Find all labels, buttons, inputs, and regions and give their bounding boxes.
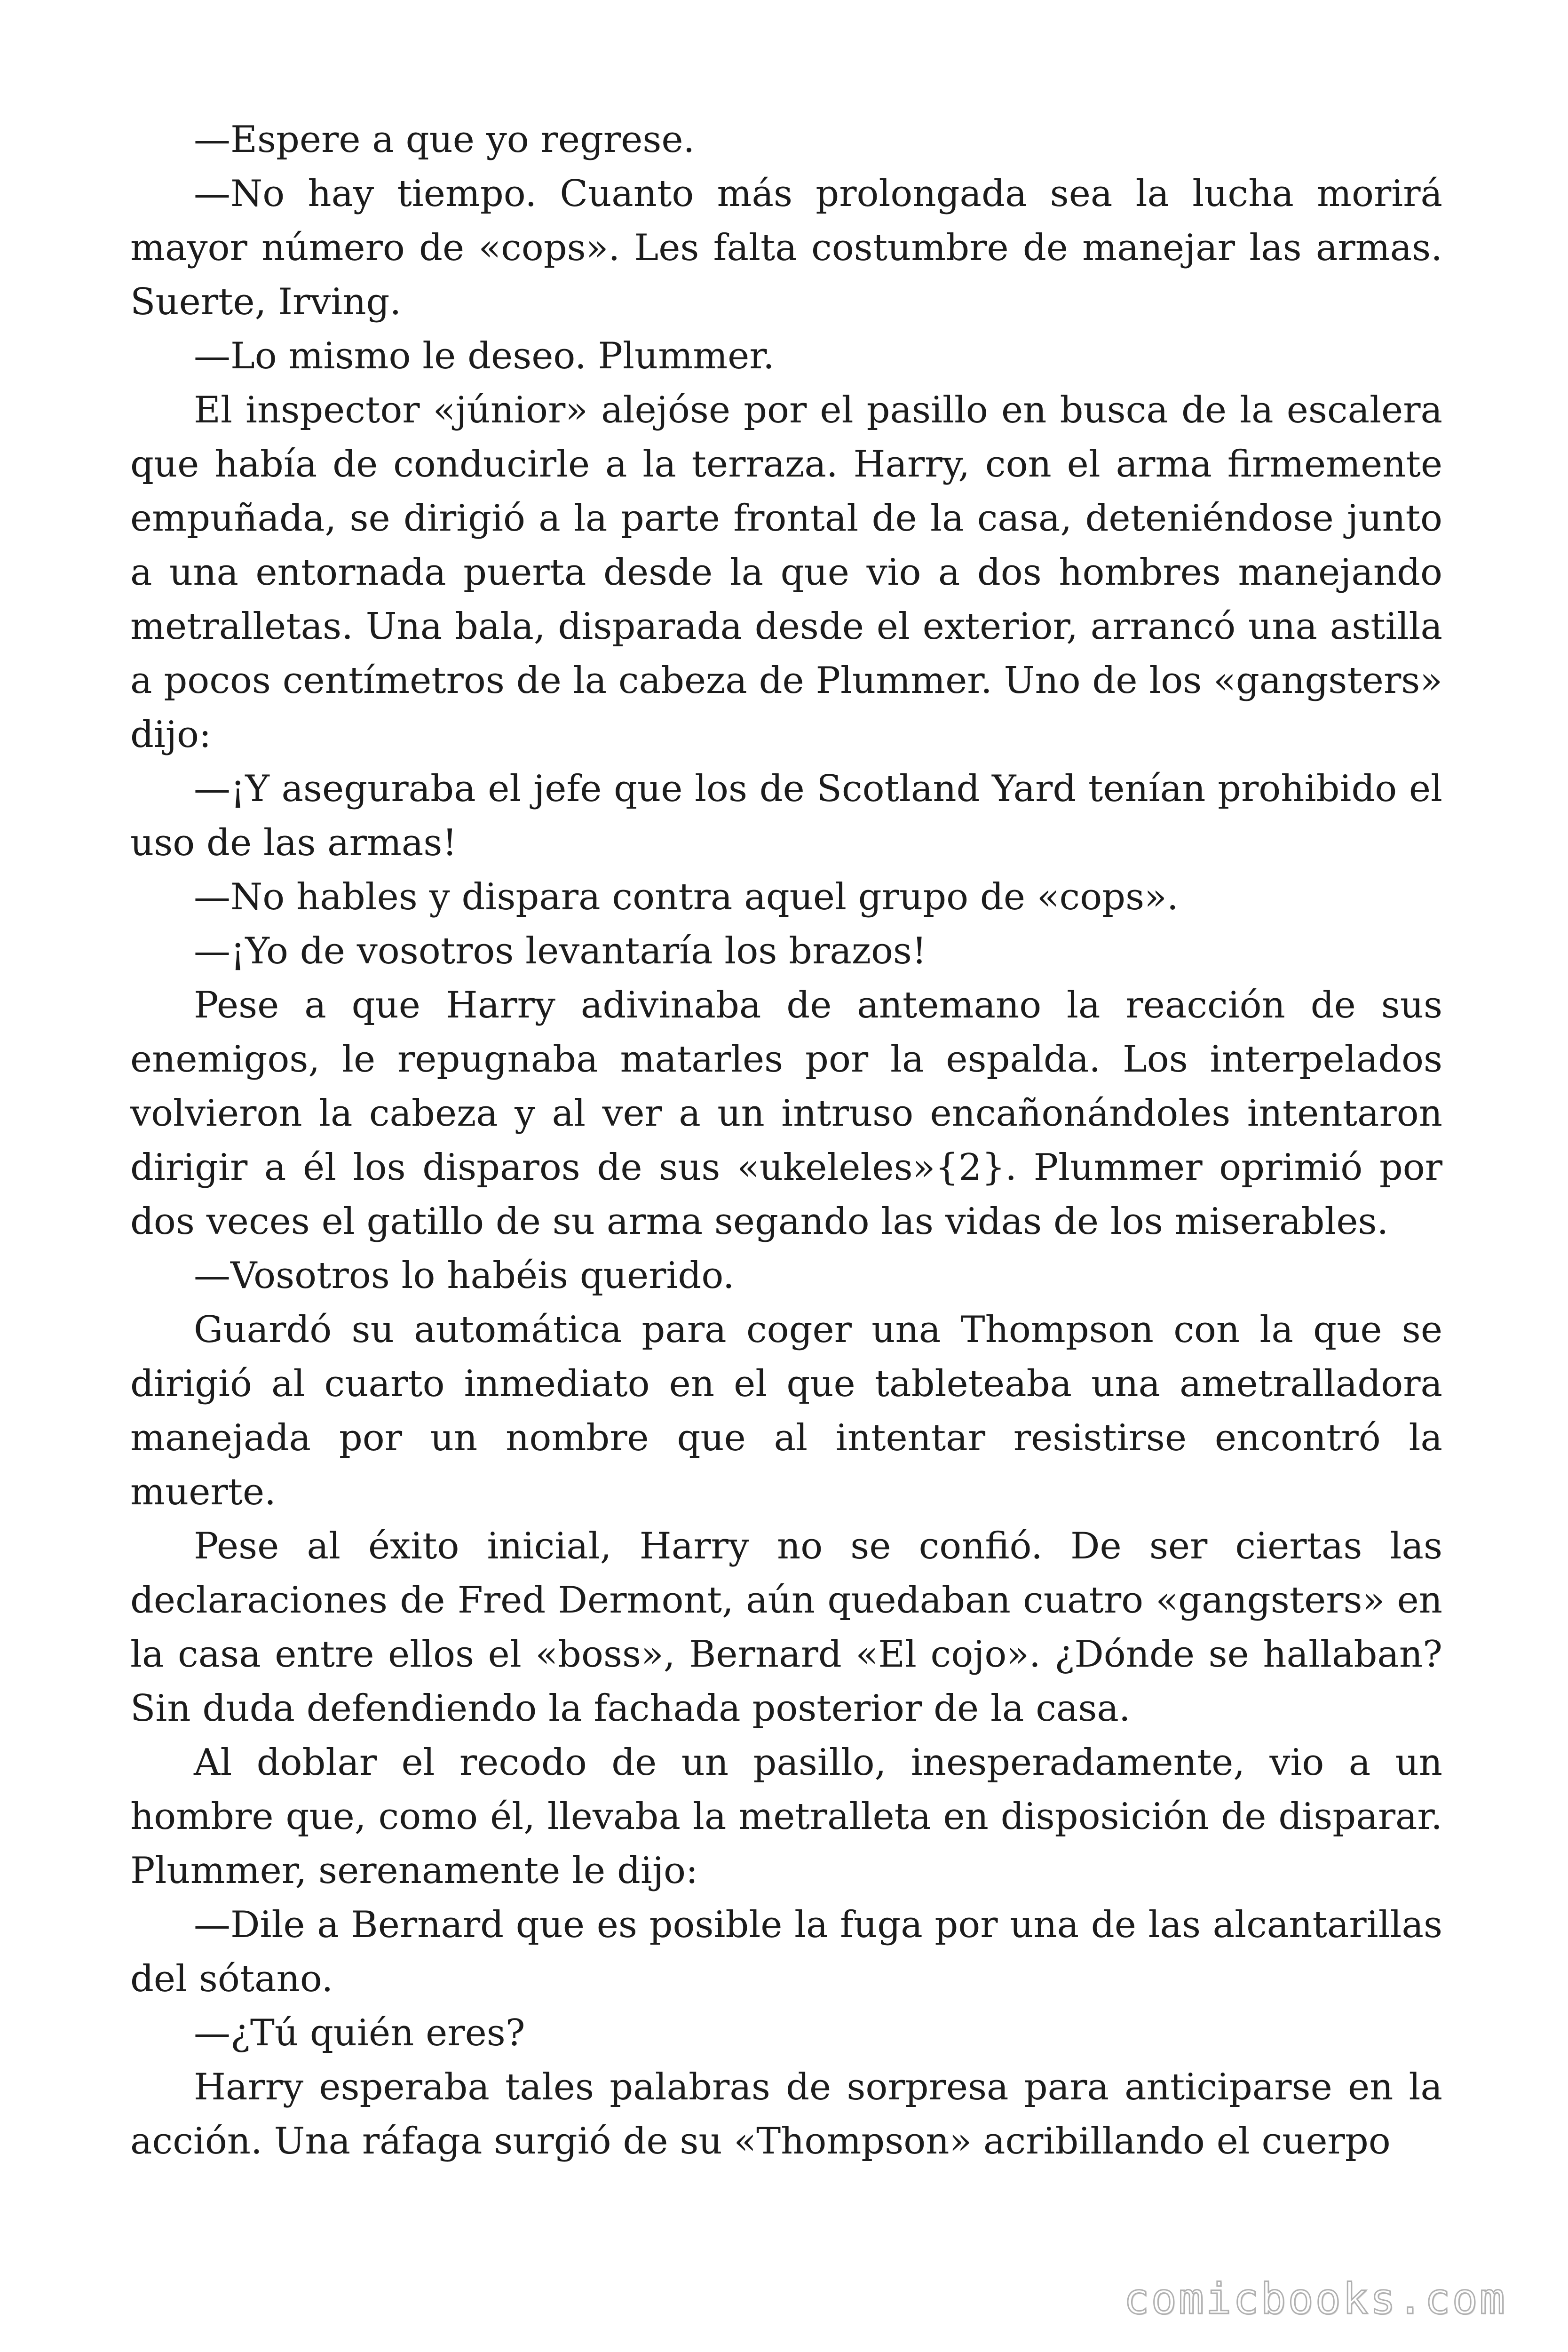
paragraph: —Dile a Bernard que es posible la fuga por una de las alcantarillas del sótano. xyxy=(130,1904,1442,2000)
paragraph: Pese a que Harry adivinaba de antemano la reacción de sus enemigos, le repugnaba matarles por la espalda. Los interpelados volvieron la cabeza y al ver a un intruso encañonándoles intentaron dirigir a él los disparos de sus «ukeleles»{2}. Plummer oprimió por dos veces el gatillo de su arma segando las vidas de los miserables. xyxy=(130,984,1442,1243)
paragraph: El inspector «júnior» alejóse por el pasillo en busca de la escalera que había de conducirle a la terraza. Harry, con el arma firmemente empuñada, se dirigió a la parte frontal de la casa, deteniéndose junto a una entornada puerta desde la que vio a dos hombres manejando metralletas. Una bala, disparada desde el exterior, arrancó una astilla a pocos centímetros de la cabeza de Plummer. Uno de los «gangsters» dijo: xyxy=(130,389,1442,756)
paragraph: —¡Y aseguraba el jefe que los de Scotland Yard tenían prohibido el uso de las armas! xyxy=(130,768,1442,864)
watermark: comicbooks.com xyxy=(1124,2274,1507,2324)
paragraph: —Espere a que yo regrese. xyxy=(194,119,695,161)
paragraph: —Lo mismo le deseo. Plummer. xyxy=(194,335,775,377)
paragraph: —¿Tú quién eres? xyxy=(194,2012,525,2054)
paragraph: Harry esperaba tales palabras de sorpresa para anticiparse en la acción. Una ráfaga surgió de su «Thompson» acribillando el cuerpo xyxy=(130,2066,1442,2162)
paragraph: —No hables y dispara contra aquel grupo de «cops». xyxy=(194,876,1179,918)
paragraph: Guardó su automática para coger una Thompson con la que se dirigió al cuarto inmediato en el que tableteaba una ametralladora manejada por un nombre que al intentar resistirse encontró la muerte. xyxy=(130,1309,1442,1513)
paragraph: —¡Yo de vosotros levantaría los brazos! xyxy=(194,930,927,972)
paragraph: Al doblar el recodo de un pasillo, inesperadamente, vio a un hombre que, como él, llevaba la metralleta en disposición de disparar. Plummer, serenamente le dijo: xyxy=(130,1741,1442,1892)
paragraph: —Vosotros lo habéis querido. xyxy=(194,1255,735,1297)
page-text xyxy=(130,113,1442,2169)
paragraph: Pese al éxito inicial, Harry no se confió. De ser ciertas las declaraciones de Fred Dermont, aún quedaban cuatro «gangsters» en la casa entre ellos el «boss», Bernard «El cojo». ¿Dónde se hallaban? Sin duda defendiendo la fachada posterior de la casa. xyxy=(130,1525,1442,1730)
paragraph: —No hay tiempo. Cuanto más prolongada sea la lucha morirá mayor número de «cops». Les falta costumbre de manejar las armas. Suerte, Irving. xyxy=(130,173,1442,323)
